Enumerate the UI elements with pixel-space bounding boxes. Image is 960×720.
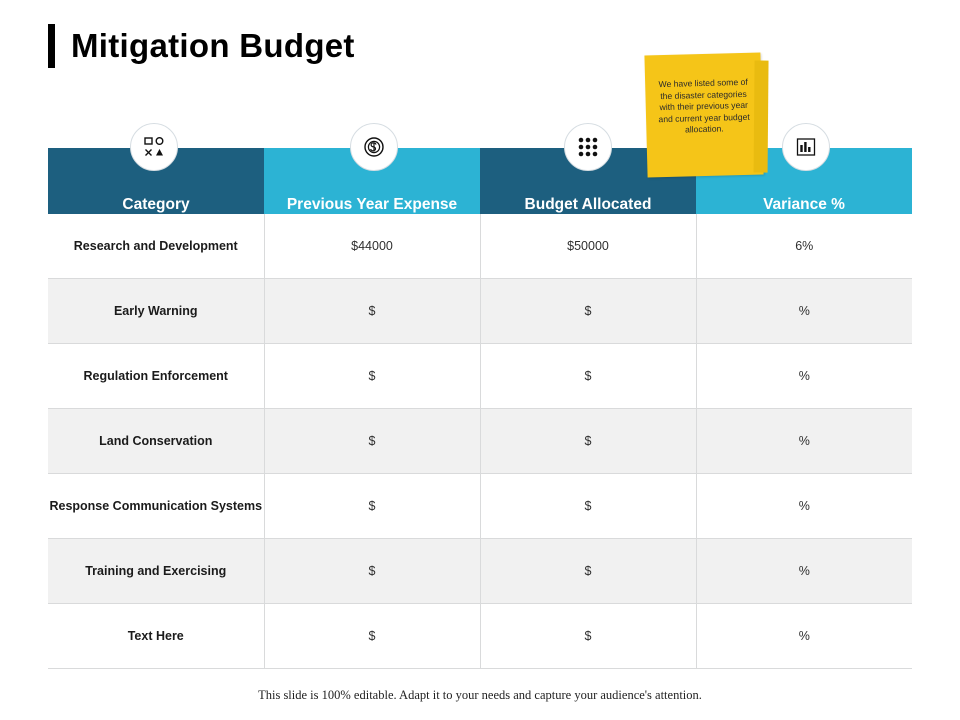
cell-previous: $: [264, 409, 480, 474]
cell-previous: $: [264, 604, 480, 669]
shapes-icon: [130, 123, 178, 171]
cell-variance: %: [696, 539, 912, 604]
table-header-previous-year-expense: Previous Year Expense: [264, 148, 480, 214]
table-row: [48, 279, 912, 344]
table-header-budget-allocated: Budget Allocated: [480, 148, 696, 214]
table-header-row: [48, 148, 912, 214]
cell-category: Early Warning: [48, 279, 264, 344]
cell-budget: $50000: [480, 214, 696, 279]
cell-category: Research and Development: [48, 214, 264, 279]
cell-variance: 6%: [696, 214, 912, 279]
cell-previous: $: [264, 344, 480, 409]
cell-previous: $: [264, 539, 480, 604]
table-row: [48, 409, 912, 474]
cell-previous: $44000: [264, 214, 480, 279]
budget-table: [48, 148, 912, 669]
cell-category: Land Conservation: [48, 409, 264, 474]
page-title: [48, 24, 355, 68]
table-row: [48, 344, 912, 409]
cell-variance: %: [696, 604, 912, 669]
dots-grid-icon: [564, 123, 612, 171]
cell-variance: %: [696, 279, 912, 344]
table-header-variance: Variance %: [696, 148, 912, 214]
cell-variance: %: [696, 344, 912, 409]
table-row: [48, 604, 912, 669]
cell-budget: $: [480, 344, 696, 409]
cell-budget: $: [480, 409, 696, 474]
footer-note: This slide is 100% editable. Adapt it to your needs and capture your audience's attention.: [258, 688, 702, 702]
coin-icon: [350, 123, 398, 171]
bar-chart-icon: [782, 123, 830, 171]
page-title-text: Mitigation Budget: [71, 27, 355, 64]
table-row: [48, 214, 912, 279]
sticky-note-text: We have listed some of the disaster categories with their previous year and current year budget allocation.: [658, 76, 750, 135]
cell-category: Training and Exercising: [48, 539, 264, 604]
table-header-category: Category: [48, 148, 264, 214]
cell-category: Response Communication Systems: [48, 474, 264, 539]
table-row: [48, 474, 912, 539]
cell-budget: $: [480, 474, 696, 539]
table-row: [48, 539, 912, 604]
cell-previous: $: [264, 279, 480, 344]
sticky-note: [644, 53, 763, 178]
cell-budget: $: [480, 604, 696, 669]
cell-category: Regulation Enforcement: [48, 344, 264, 409]
cell-previous: $: [264, 474, 480, 539]
title-accent-bar: [48, 24, 55, 68]
cell-budget: $: [480, 539, 696, 604]
cell-variance: %: [696, 474, 912, 539]
cell-category: Text Here: [48, 604, 264, 669]
cell-budget: $: [480, 279, 696, 344]
cell-variance: %: [696, 409, 912, 474]
